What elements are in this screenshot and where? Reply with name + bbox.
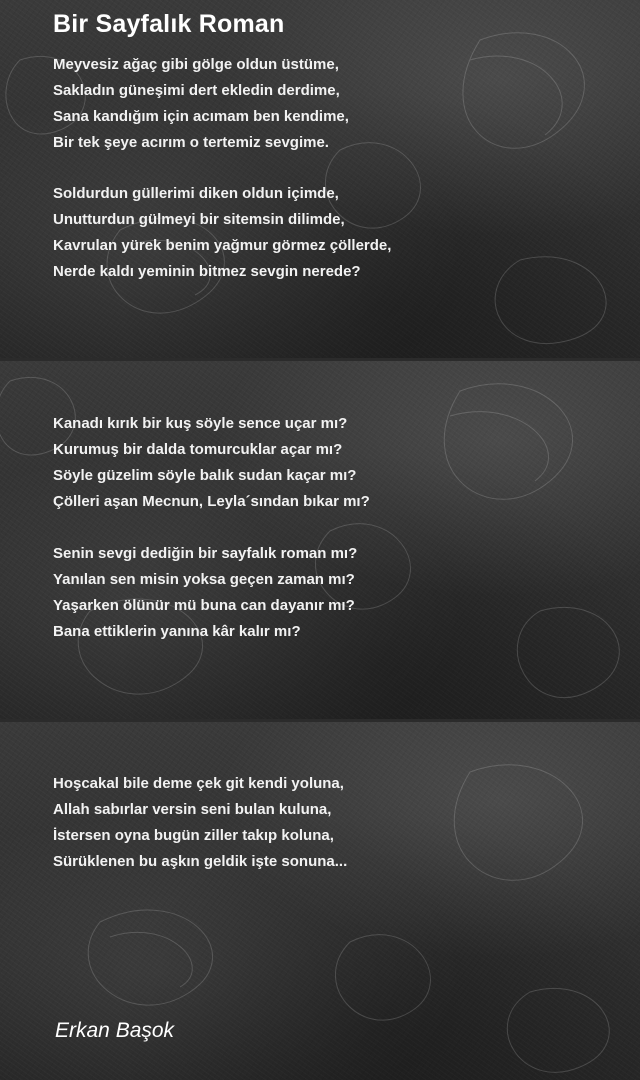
poem-line: Hoşcakal bile deme çek git kendi yoluna, (53, 775, 344, 792)
stanza-4 (53, 541, 357, 645)
poem-line: Bana ettiklerin yanına kâr kalır mı? (53, 623, 301, 640)
poem-line: Yanılan sen misin yoksa geçen zaman mı? (53, 571, 355, 588)
poem-line: Bir tek şeye acırım o tertemiz sevgime. (53, 134, 329, 151)
poem-line: Çölleri aşan Mecnun, Leyla´sından bıkar mı? (53, 493, 370, 510)
poem-line: Nerde kaldı yeminin bitmez sevgin nerede? (53, 263, 361, 280)
poem-line: Sürüklenen bu aşkın geldik işte sonuna... (53, 853, 348, 870)
poem-line: Sakladın güneşimi dert ekledin derdime, (53, 82, 340, 99)
poem-line: Söyle güzelim söyle balık sudan kaçar mı? (53, 467, 357, 484)
stanza-2 (53, 181, 391, 285)
poem-line: Unutturdun gülmeyi bir sitemsin dilimde, (53, 211, 345, 228)
stanza-5 (53, 771, 347, 875)
poem-line: Kanadı kırık bir kuş söyle sence uçar mı? (53, 415, 348, 432)
poem-line: Meyvesiz ağaç gibi gölge oldun üstüme, (53, 56, 339, 73)
poem-title: Bir Sayfalık Roman (53, 10, 285, 38)
stanza-1 (53, 52, 349, 156)
poem-line: İstersen oyna bugün ziller takıp koluna, (53, 827, 334, 844)
poem-panel-1 (0, 0, 640, 358)
poem-line: Allah sabırlar versin seni bulan kuluna, (53, 801, 332, 818)
poem-line: Soldurdun güllerimi diken oldun içimde, (53, 185, 339, 202)
poem-line: Senin sevgi dediğin bir sayfalık roman mı? (53, 545, 358, 562)
poem-line: Kavrulan yürek benim yağmur görmez çöllerde, (53, 237, 392, 254)
stanza-3 (53, 411, 370, 515)
poem-panel-2 (0, 361, 640, 719)
poem-line: Sana kandığım için acımam ben kendime, (53, 108, 349, 125)
poem-line: Yaşarken ölünür mü buna can dayanır mı? (53, 597, 355, 614)
poem-author: Erkan Başok (55, 1019, 175, 1042)
poem-panel-3 (0, 722, 640, 1080)
poem-line: Kurumuş bir dalda tomurcuklar açar mı? (53, 441, 343, 458)
